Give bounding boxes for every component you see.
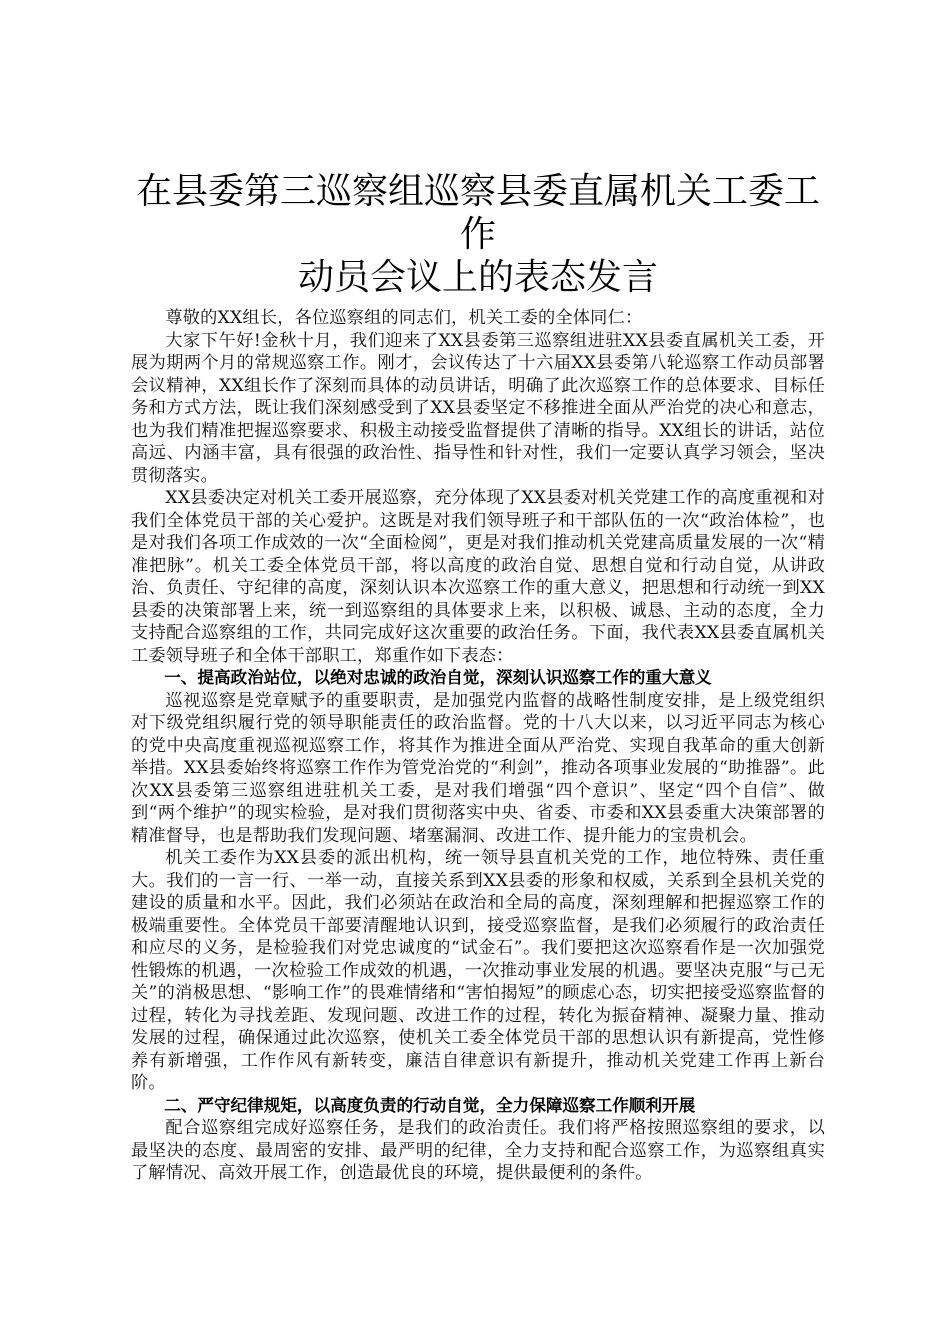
section-heading-2: 二、严守纪律规矩，以高度负责的行动自觉，全力保障巡察工作顺利开展	[164, 1095, 696, 1115]
paragraph-opening: 大家下午好!金秋十月，我们迎来了XX县委第三巡察组进驻XX县委直属机关工委，开展为期两个月的常规巡察工作。刚才，会议传达了十六届XX县委第八轮巡察工作动员部署会议精神，XX组长作了深刻而具体的动员讲话，明确了此次巡察工作的总体要求、目标任务和方式方法，既让我们深刻感受到了XX县委坚定不移推进全面从严治党的决心和意志，也为我们精准把握巡察要求、积极主动接受监督提供了清晰的指导。XX组长的讲话，站位高远、内涵丰富，具有很强的政治性、指导性和针对性，我们一定要认真学习领会，坚决贯彻落实。	[131, 330, 825, 486]
document-body	[131, 307, 825, 1185]
paragraph-inspection-duty: 巡视巡察是党章赋予的重要职责，是加强党内监督的战略性制度安排，是上级党组织对下级党组织履行党的领导职能责任的政治监督。党的十八大以来，以习近平同志为核心的党中央高度重视巡视巡察工作，将其作为推进全面从严治党、实现自我革命的重大创新举措。XX县委始终将巡察工作作为管党治党的“利剑”，推动各项事业发展的“助推器”。此次XX县委第三巡察组进驻机关工委，是对我们增强“四个意识”、坚定“四个自信”、做到“两个维护”的现实检验，是对我们贯彻落实中央、省委、市委和XX县委重大决策部署的精准督导，也是帮助我们发现问题、堵塞漏洞、改进工作、提升能力的宝贵机会。	[131, 690, 825, 846]
paragraph-cooperation: 配合巡察组完成好巡察任务，是我们的政治责任。我们将严格按照巡察组的要求，以最坚决的态度、最周密的安排、最严明的纪律，全力支持和配合巡察工作，为巡察组真实了解情况、高效开展工作，创造最优良的环境，提供最便利的条件。	[131, 1118, 825, 1183]
title-line-2: 动员会议上的表态发言	[297, 257, 658, 298]
section-heading-1: 一、提高政治站位，以绝对忠诚的政治自觉，深刻认识巡察工作的重大意义	[164, 668, 712, 687]
document-page	[131, 170, 825, 1185]
salutation: 尊敬的XX组长，各位巡察组的同志们，机关工委的全体同仁：	[165, 308, 643, 328]
paragraph-work-committee-role: 机关工委作为XX县委的派出机构，统一领导县直机关党的工作，地位特殊、责任重大。我们的一言一行、一举一动，直接关系到XX县委的形象和权威，关系到全县机关党的建设的质量和水平。因此，我们必须站在政治和全局的高度，深刻理解和把握巡察工作的极端重要性。全体党员干部要清醒地认识到，接受巡察监督，是我们必须履行的政治责任和应尽的义务，是检验我们对党忠诚度的“试金石”。我们要把这次巡察看作是一次加强党性锻炼的机遇，一次检验工作成效的机遇，一次推动事业发展的机遇。要坚决克服“与己无关”的消极思想、“影响工作”的畏难情绪和“害怕揭短”的顾虑心态，切实把接受巡察监督的过程，转化为寻找差距、发现问题、改进工作的过程，转化为振奋精神、凝聚力量、推动发展的过程，确保通过此次巡察，使机关工委全体党员干部的思想认识有新提高，党性修养有新增强，工作作风有新转变，廉洁自律意识有新提升，推动机关党建工作再上新台阶。	[131, 848, 825, 1093]
title-line-1: 在县委第三巡察组巡察县委直属机关工委工作	[135, 171, 820, 255]
paragraph-significance: XX县委决定对机关工委开展巡察，充分体现了XX县委对机关党建工作的高度重视和对我们全体党员干部的关心爱护。这既是对我们领导班子和干部队伍的一次“政治体检”，也是对我们各项工作成效的一次“全面检阅”，更是对我们推动机关党建高质量发展的一次“精准把脉”。机关工委全体党员干部，将以高度的政治自觉、思想自觉和行动自觉，从讲政治、负责任、守纪律的高度，深刻认识本次巡察工作的重大意义，把思想和行动统一到XX县委的决策部署上来，统一到巡察组的具体要求上来，以积极、诚恳、主动的态度，全力支持配合巡察组的工作，共同完成好这次重要的政治任务。下面，我代表XX县委直属机关工委领导班子和全体干部职工，郑重作如下表态：	[131, 488, 825, 666]
document-title	[131, 170, 825, 299]
